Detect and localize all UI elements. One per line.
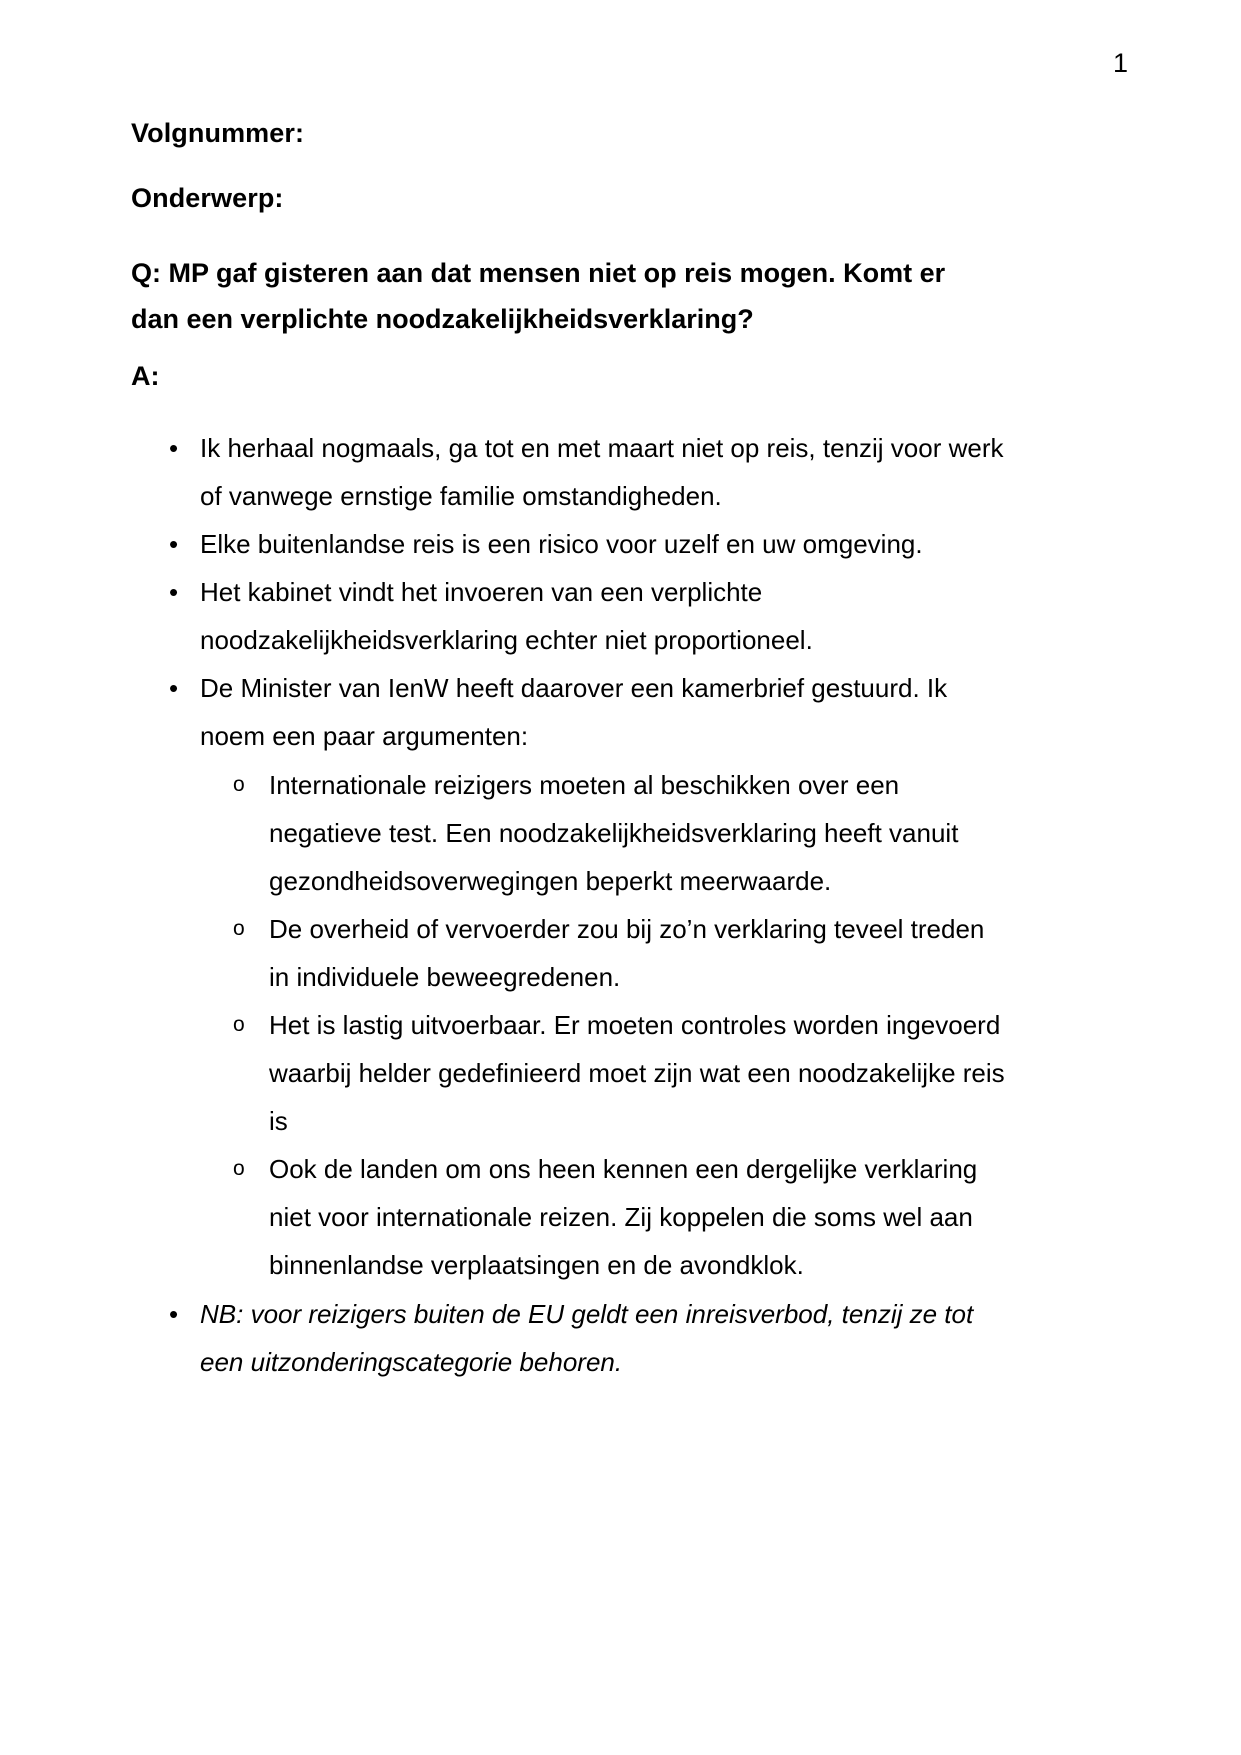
answer-label: A: xyxy=(131,360,160,391)
list-item xyxy=(131,664,1011,1289)
nested-list-item-text: Het is lastig uitvoerbaar. Er moeten controles worden ingevoerd waarbij helder gedefinieerd moet zijn wat een noodzakelijke reis is xyxy=(269,1010,1005,1137)
list-item xyxy=(131,568,1011,664)
bullet-marker-icon: • xyxy=(169,529,179,560)
question-text: Q: MP gaf gisteren aan dat mensen niet op reis mogen. Komt er dan een verplichte noodzakelijkheidsverklaring? xyxy=(131,258,946,335)
nested-bullet-list xyxy=(200,761,1011,1290)
circle-bullet-marker-icon: o xyxy=(233,1013,245,1036)
circle-bullet-marker-icon: o xyxy=(233,1157,245,1181)
list-item xyxy=(131,424,1011,520)
list-item-text: Het kabinet vindt het invoeren van een verplichte noodzakelijkheidsverklaring echter niet proportioneel. xyxy=(200,577,813,656)
document-body xyxy=(131,120,1011,1386)
circle-bullet-marker-icon: o xyxy=(233,772,245,796)
bullet-marker-icon: • xyxy=(169,432,179,463)
nested-list-item-text: Ook de landen om ons heen kennen een dergelijke verklaring niet voor internationale reizen. Zij koppelen die soms wel aan binnenlandse verplaatsingen en de avondklok. xyxy=(269,1154,978,1281)
list-item xyxy=(131,520,1011,568)
field-label-onderwerp: Onderwerp: xyxy=(131,183,284,213)
nested-list-item xyxy=(200,1001,1011,1145)
field-label-volgnummer: Volgnummer: xyxy=(131,118,305,148)
list-item-nb-note xyxy=(131,1290,1011,1386)
page-number: 1 xyxy=(1112,48,1128,78)
circle-bullet-marker-icon: o xyxy=(233,916,245,940)
list-item-text: De Minister van IenW heeft daarover een kamerbrief gestuurd. Ik noem een paar argumenten: xyxy=(200,673,948,752)
nested-list-item xyxy=(200,1145,1011,1289)
bullet-marker-icon: • xyxy=(169,1298,179,1329)
bullet-marker-icon: • xyxy=(169,673,179,704)
nested-list-item-text: Internationale reizigers moeten al beschikken over een negatieve test. Een noodzakelijkheidsverklaring heeft vanuit gezondheidsoverwegingen beperkt meerwaarde. xyxy=(269,769,959,896)
list-item-text: Ik herhaal nogmaals, ga tot en met maart niet op reis, tenzij voor werk of vanwege ernstige familie omstandigheden. xyxy=(200,432,1004,511)
list-item-text: Elke buitenlandse reis is een risico voor uzelf en uw omgeving. xyxy=(200,529,923,560)
bullet-marker-icon: • xyxy=(169,577,179,608)
nested-list-item xyxy=(200,905,1011,1001)
nested-list-item xyxy=(200,761,1011,905)
answer-bullet-list xyxy=(131,424,1011,1386)
nested-list-item-text: De overheid of vervoerder zou bij zo’n verklaring teveel treden in individuele beweegredenen. xyxy=(269,913,985,992)
list-item-text: NB: voor reizigers buiten de EU geldt een inreisverbod, tenzij ze tot een uitzonderingscategorie behoren. xyxy=(200,1298,974,1377)
